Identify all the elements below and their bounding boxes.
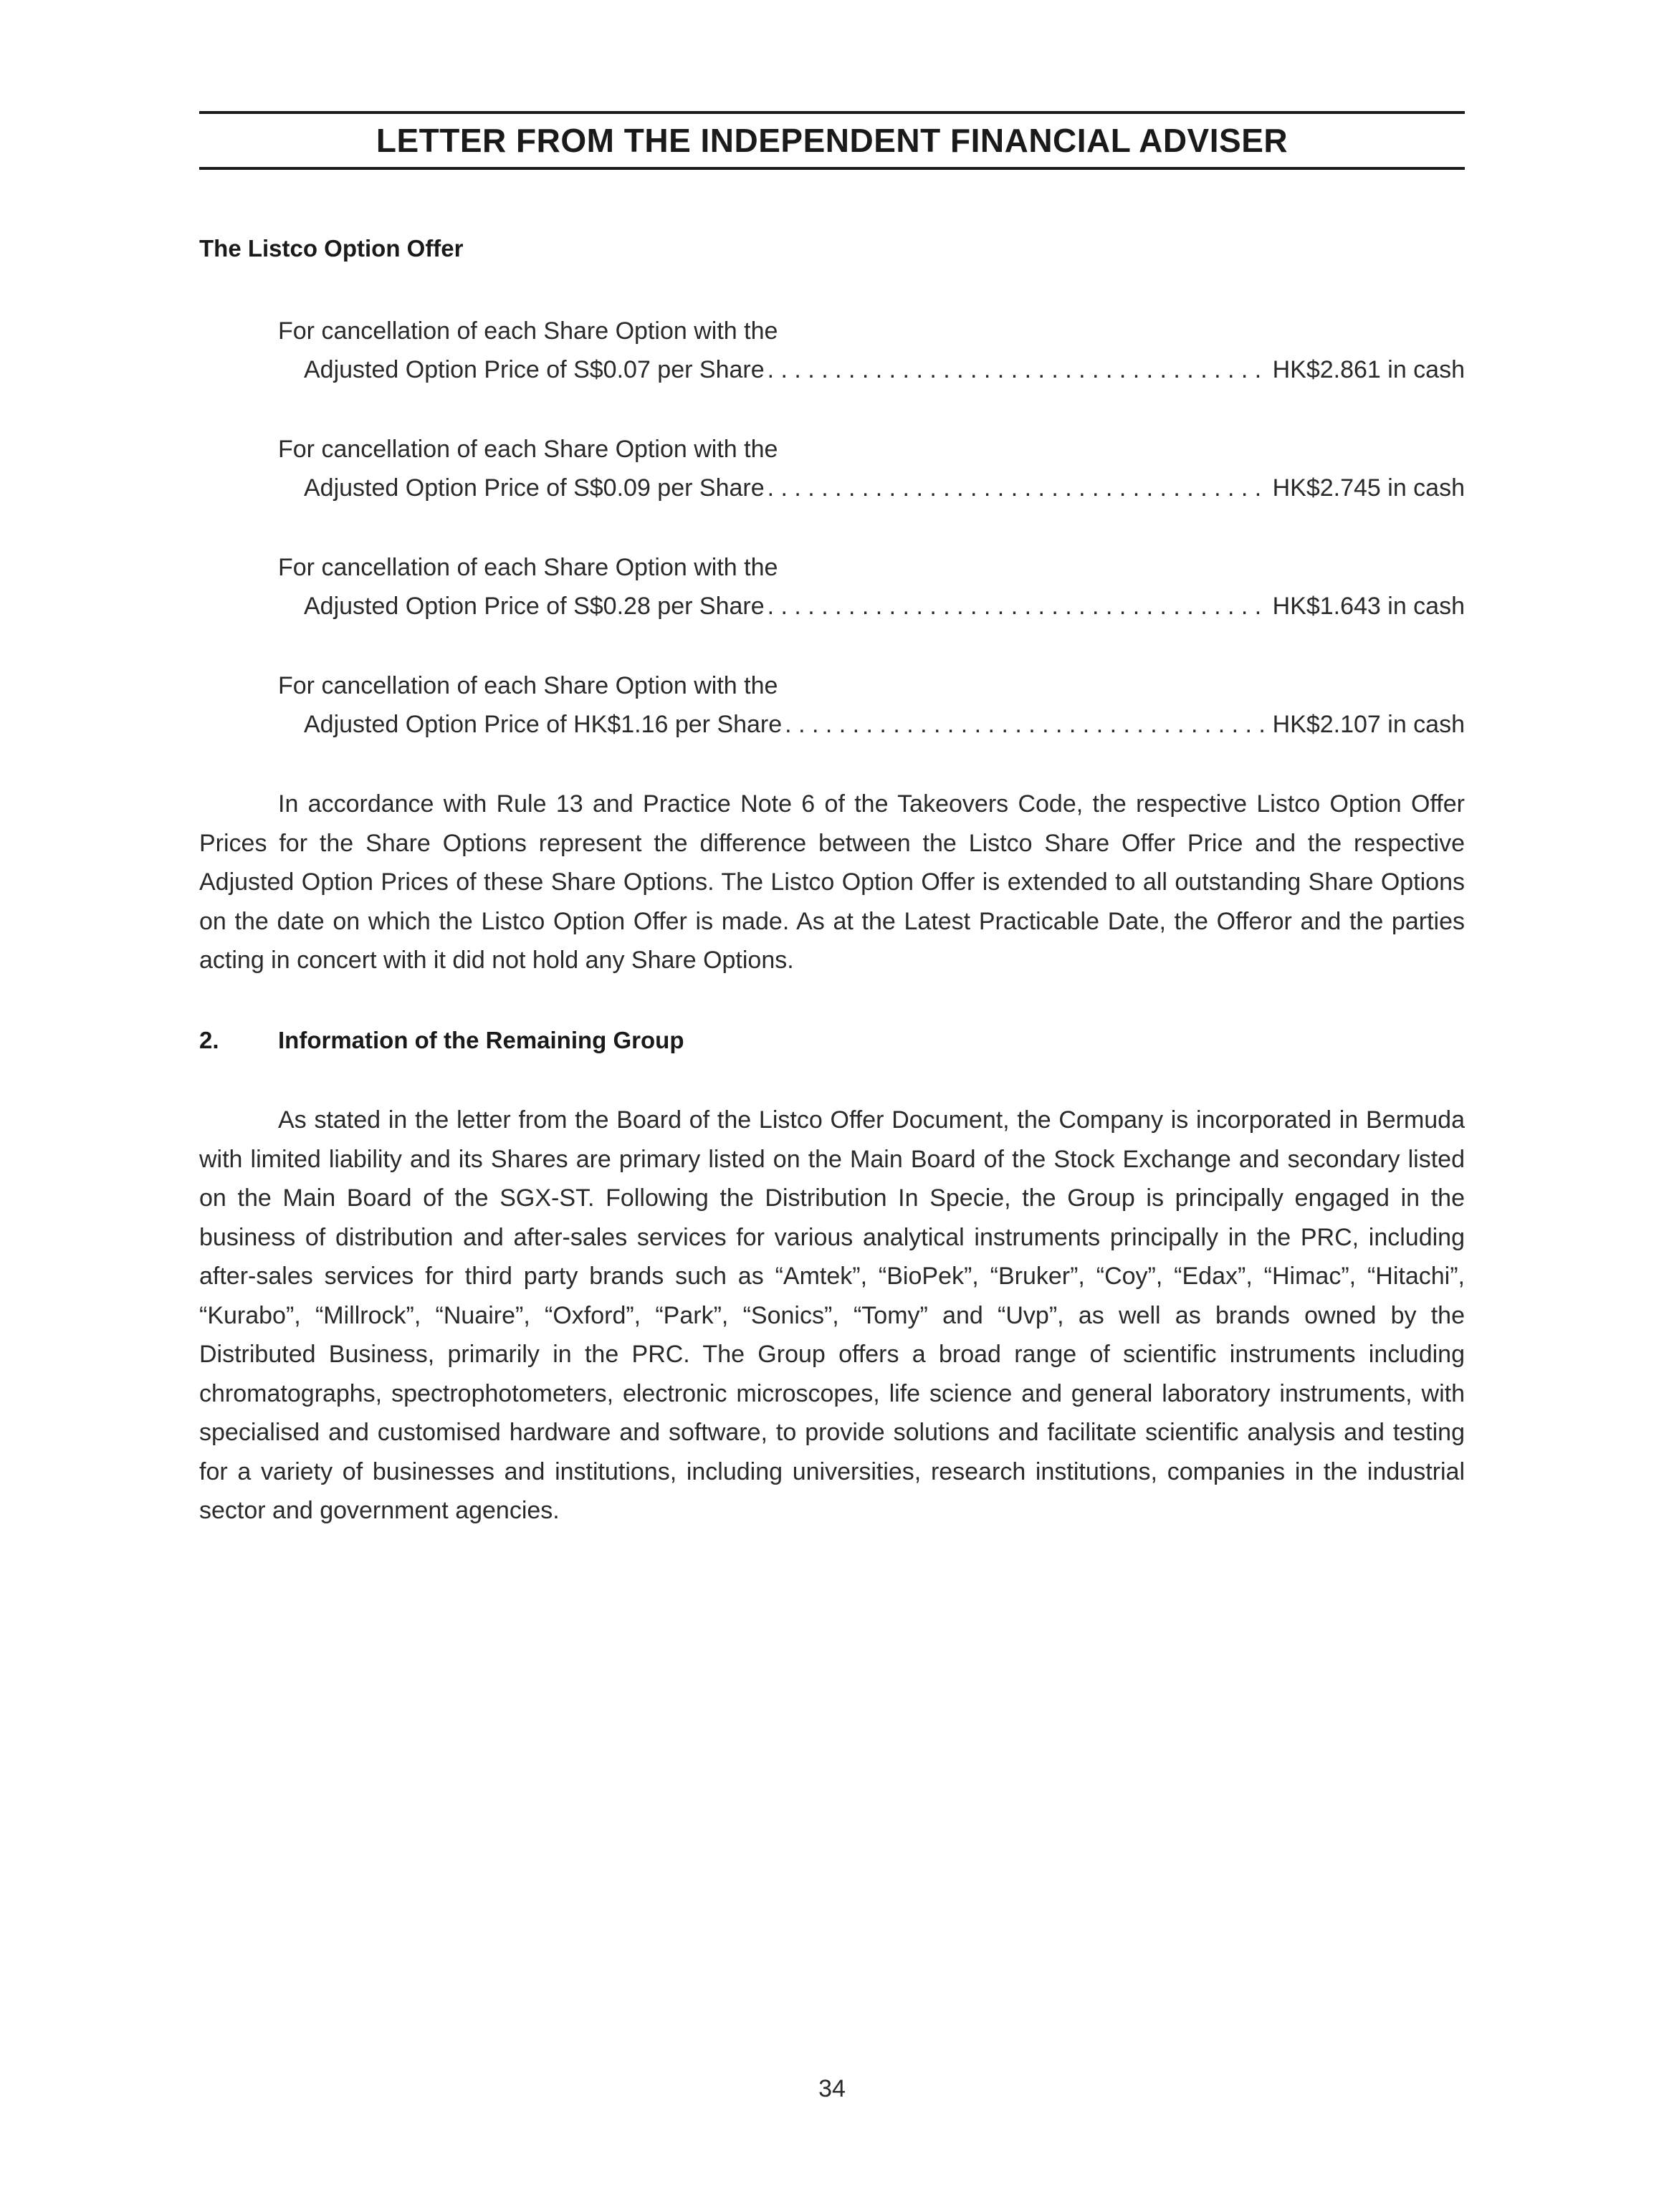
- offer-item-description: Adjusted Option Price of S$0.09 per Share: [304, 474, 765, 502]
- offer-item-price: HK$1.643 in cash: [1272, 593, 1465, 620]
- option-offer-heading: The Listco Option Offer: [199, 235, 464, 262]
- offer-item-line2: [199, 705, 1465, 744]
- offer-item-price: HK$2.107 in cash: [1272, 711, 1465, 738]
- dot-leader: [765, 469, 1267, 507]
- offer-item-line2: [199, 350, 1465, 389]
- offer-item-price: HK$2.745 in cash: [1272, 474, 1465, 502]
- page-title: LETTER FROM THE INDEPENDENT FINANCIAL ADVISER: [376, 122, 1289, 159]
- dot-leader: [765, 350, 1267, 389]
- dot-leader: [765, 587, 1267, 626]
- offer-item-description: Adjusted Option Price of HK$1.16 per Share: [304, 711, 783, 738]
- offer-item-line2: [199, 469, 1465, 507]
- offer-item-price: HK$2.861 in cash: [1272, 356, 1465, 383]
- offer-item-line1: For cancellation of each Share Option with the: [278, 436, 778, 463]
- section-number: 2.: [199, 1027, 219, 1053]
- remaining-group-paragraph: As stated in the letter from the Board of the Listco Offer Document, the Company is incorporated in Bermuda with limited liability and its Shares are primary listed on the Main Board of the Stock Exchange and secondary listed on the Main Board of the SGX-ST. Following the Distribution In Specie, the Group is principally engaged in the business of distribution and after-sales services for various analytical instruments principally in the PRC, including after-sales services for third party brands such as “Amtek”, “BioPek”, “Bruker”, “Coy”, “Edax”, “Himac”, “Hitachi”, “Kurabo”, “Millrock”, “Nuaire”, “Oxford”, “Park”, “Sonics”, “Tomy” and “Uvp”, as well as brands owned by the Distributed Business, primarily in the PRC. The Group offers a broad range of scientific instruments including chromatographs, spectrophotometers, electronic microscopes, life science and general laboratory instruments, with specialised and customised hardware and software, to provide solutions and facilitate scientific analysis and testing for a variety of businesses and institutions, including universities, research institutions, companies in the industrial sector and government agencies.: [199, 1106, 1465, 1524]
- document-page: [199, 0, 1465, 2212]
- offer-item-description: Adjusted Option Price of S$0.28 per Share: [304, 593, 765, 620]
- section-title: Information of the Remaining Group: [278, 1027, 684, 1053]
- offer-item-line1: For cancellation of each Share Option with the: [278, 317, 778, 345]
- offer-item: [199, 666, 1465, 744]
- offer-item-line2: [199, 587, 1465, 626]
- offer-item-line1: For cancellation of each Share Option with the: [278, 554, 778, 581]
- page-header: [199, 111, 1465, 170]
- dot-leader: [782, 705, 1266, 744]
- offer-item: [199, 312, 1465, 389]
- offer-item-line1: For cancellation of each Share Option with the: [278, 672, 778, 699]
- offer-item: [199, 430, 1465, 507]
- offer-item: [199, 548, 1465, 626]
- option-offer-paragraph: In accordance with Rule 13 and Practice Note 6 of the Takeovers Code, the respective Listco Option Offer Prices for the Share Options represent the difference between the Listco Share Offer Price and the respective Adjusted Option Prices of these Share Options. The Listco Option Offer is extended to all outstanding Share Options on the date on which the Listco Option Offer is made. As at the Latest Practicable Date, the Offeror and the parties acting in concert with it did not hold any Share Options.: [199, 790, 1465, 974]
- page-number: 34: [818, 2075, 846, 2102]
- offer-item-description: Adjusted Option Price of S$0.07 per Share: [304, 356, 765, 383]
